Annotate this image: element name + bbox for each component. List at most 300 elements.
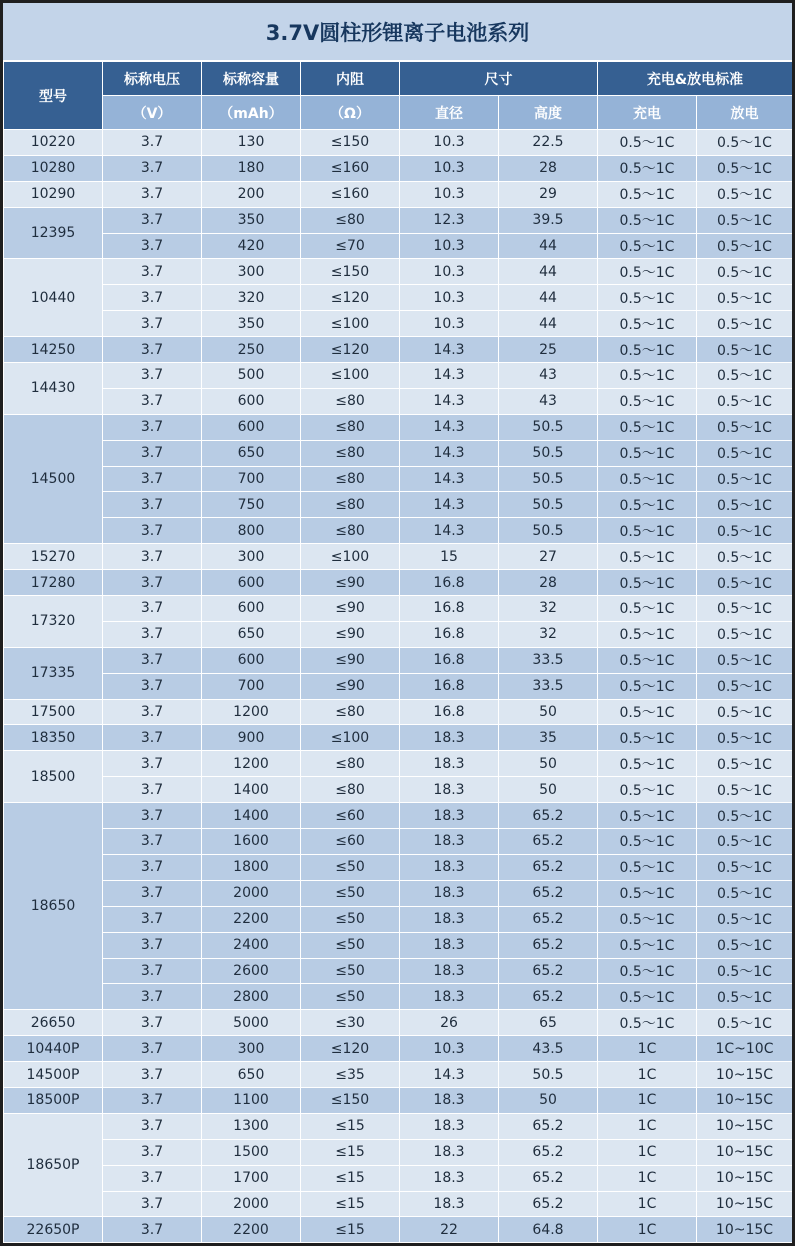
capacity-cell: 600 xyxy=(202,570,301,596)
height-cell: 65 xyxy=(499,1010,598,1036)
voltage-cell: 3.7 xyxy=(103,466,202,492)
discharge-cell: 0.5～1C xyxy=(697,492,793,518)
model-cell: 10220 xyxy=(4,130,103,156)
capacity-cell: 900 xyxy=(202,725,301,751)
capacity-cell: 200 xyxy=(202,181,301,207)
model-cell: 18350 xyxy=(4,725,103,751)
charge-cell: 0.5～1C xyxy=(598,1010,697,1036)
discharge-cell: 0.5～1C xyxy=(697,285,793,311)
resistance-cell: ≤80 xyxy=(301,777,400,803)
model-cell: 14500P xyxy=(4,1062,103,1088)
table-row xyxy=(4,518,793,544)
charge-cell: 0.5～1C xyxy=(598,440,697,466)
resistance-cell: ≤80 xyxy=(301,207,400,233)
header-resistance: 内阻 xyxy=(301,62,400,96)
height-cell: 65.2 xyxy=(499,854,598,880)
voltage-cell: 3.7 xyxy=(103,596,202,622)
table-row xyxy=(4,1062,793,1088)
discharge-cell: 0.5～1C xyxy=(697,699,793,725)
height-cell: 50.5 xyxy=(499,414,598,440)
diameter-cell: 14.3 xyxy=(400,337,499,363)
table-row xyxy=(4,1113,793,1139)
resistance-cell: ≤120 xyxy=(301,337,400,363)
table-row xyxy=(4,207,793,233)
resistance-cell: ≤50 xyxy=(301,906,400,932)
charge-cell: 0.5～1C xyxy=(598,829,697,855)
charge-cell: 0.5～1C xyxy=(598,259,697,285)
discharge-cell: 0.5～1C xyxy=(697,958,793,984)
voltage-cell: 3.7 xyxy=(103,1036,202,1062)
height-cell: 50.5 xyxy=(499,440,598,466)
charge-cell: 0.5～1C xyxy=(598,285,697,311)
table-row xyxy=(4,337,793,363)
height-cell: 65.2 xyxy=(499,932,598,958)
resistance-cell: ≤15 xyxy=(301,1113,400,1139)
discharge-cell: 0.5～1C xyxy=(697,181,793,207)
capacity-cell: 1400 xyxy=(202,803,301,829)
capacity-cell: 1600 xyxy=(202,829,301,855)
discharge-cell: 0.5～1C xyxy=(697,155,793,181)
capacity-cell: 300 xyxy=(202,544,301,570)
table-row xyxy=(4,1010,793,1036)
resistance-cell: ≤150 xyxy=(301,130,400,156)
resistance-cell: ≤90 xyxy=(301,570,400,596)
capacity-cell: 300 xyxy=(202,259,301,285)
capacity-cell: 2200 xyxy=(202,1217,301,1243)
voltage-cell: 3.7 xyxy=(103,673,202,699)
charge-cell: 0.5～1C xyxy=(598,155,697,181)
table-row xyxy=(4,414,793,440)
voltage-cell: 3.7 xyxy=(103,647,202,673)
model-cell: 10440 xyxy=(4,259,103,337)
resistance-cell: ≤80 xyxy=(301,388,400,414)
model-cell: 18650P xyxy=(4,1113,103,1217)
model-cell: 18500P xyxy=(4,1087,103,1113)
voltage-cell: 3.7 xyxy=(103,311,202,337)
height-cell: 43 xyxy=(499,363,598,389)
discharge-cell: 10~15C xyxy=(697,1139,793,1165)
header-model: 型号 xyxy=(4,62,103,130)
table-row xyxy=(4,466,793,492)
table-row xyxy=(4,311,793,337)
charge-cell: 0.5～1C xyxy=(598,699,697,725)
diameter-cell: 16.8 xyxy=(400,647,499,673)
voltage-cell: 3.7 xyxy=(103,155,202,181)
discharge-cell: 0.5～1C xyxy=(697,207,793,233)
height-cell: 65.2 xyxy=(499,984,598,1010)
diameter-cell: 18.3 xyxy=(400,932,499,958)
discharge-cell: 1C~10C xyxy=(697,1036,793,1062)
resistance-cell: ≤100 xyxy=(301,363,400,389)
height-cell: 65.2 xyxy=(499,1139,598,1165)
capacity-cell: 180 xyxy=(202,155,301,181)
resistance-cell: ≤30 xyxy=(301,1010,400,1036)
capacity-cell: 650 xyxy=(202,440,301,466)
table-row xyxy=(4,155,793,181)
diameter-cell: 14.3 xyxy=(400,388,499,414)
resistance-cell: ≤80 xyxy=(301,699,400,725)
capacity-cell: 700 xyxy=(202,466,301,492)
charge-cell: 0.5～1C xyxy=(598,207,697,233)
voltage-cell: 3.7 xyxy=(103,130,202,156)
table-row xyxy=(4,932,793,958)
charge-cell: 0.5～1C xyxy=(598,596,697,622)
capacity-cell: 2600 xyxy=(202,958,301,984)
height-cell: 44 xyxy=(499,259,598,285)
capacity-cell: 1400 xyxy=(202,777,301,803)
header-charge: 充电 xyxy=(598,96,697,130)
capacity-cell: 2400 xyxy=(202,932,301,958)
voltage-cell: 3.7 xyxy=(103,1191,202,1217)
header-resistance-unit: （Ω） xyxy=(301,96,400,130)
model-cell: 18500 xyxy=(4,751,103,803)
diameter-cell: 18.3 xyxy=(400,1165,499,1191)
model-cell: 12395 xyxy=(4,207,103,259)
voltage-cell: 3.7 xyxy=(103,1010,202,1036)
diameter-cell: 16.8 xyxy=(400,570,499,596)
resistance-cell: ≤120 xyxy=(301,1036,400,1062)
charge-cell: 0.5～1C xyxy=(598,492,697,518)
table-row xyxy=(4,880,793,906)
capacity-cell: 500 xyxy=(202,363,301,389)
resistance-cell: ≤50 xyxy=(301,958,400,984)
capacity-cell: 350 xyxy=(202,207,301,233)
height-cell: 65.2 xyxy=(499,958,598,984)
table-row xyxy=(4,363,793,389)
capacity-cell: 800 xyxy=(202,518,301,544)
voltage-cell: 3.7 xyxy=(103,285,202,311)
charge-cell: 0.5～1C xyxy=(598,984,697,1010)
voltage-cell: 3.7 xyxy=(103,207,202,233)
height-cell: 64.8 xyxy=(499,1217,598,1243)
height-cell: 35 xyxy=(499,725,598,751)
diameter-cell: 10.3 xyxy=(400,181,499,207)
height-cell: 50.5 xyxy=(499,1062,598,1088)
voltage-cell: 3.7 xyxy=(103,1087,202,1113)
height-cell: 50 xyxy=(499,1087,598,1113)
voltage-cell: 3.7 xyxy=(103,518,202,544)
capacity-cell: 1100 xyxy=(202,1087,301,1113)
model-cell: 17335 xyxy=(4,647,103,699)
resistance-cell: ≤100 xyxy=(301,311,400,337)
header-size: 尺寸 xyxy=(400,62,598,96)
model-cell: 14250 xyxy=(4,337,103,363)
charge-cell: 0.5～1C xyxy=(598,673,697,699)
header-height: 高度 xyxy=(499,96,598,130)
diameter-cell: 14.3 xyxy=(400,492,499,518)
resistance-cell: ≤80 xyxy=(301,414,400,440)
discharge-cell: 0.5～1C xyxy=(697,803,793,829)
charge-cell: 1C xyxy=(598,1062,697,1088)
height-cell: 65.2 xyxy=(499,829,598,855)
model-cell: 14500 xyxy=(4,414,103,543)
table-row xyxy=(4,233,793,259)
discharge-cell: 0.5～1C xyxy=(697,725,793,751)
height-cell: 43 xyxy=(499,388,598,414)
discharge-cell: 0.5～1C xyxy=(697,777,793,803)
resistance-cell: ≤160 xyxy=(301,155,400,181)
discharge-cell: 0.5～1C xyxy=(697,854,793,880)
charge-cell: 1C xyxy=(598,1191,697,1217)
resistance-cell: ≤90 xyxy=(301,621,400,647)
resistance-cell: ≤15 xyxy=(301,1191,400,1217)
discharge-cell: 0.5～1C xyxy=(697,544,793,570)
discharge-cell: 10~15C xyxy=(697,1113,793,1139)
voltage-cell: 3.7 xyxy=(103,1217,202,1243)
charge-cell: 0.5～1C xyxy=(598,181,697,207)
voltage-cell: 3.7 xyxy=(103,181,202,207)
capacity-cell: 600 xyxy=(202,596,301,622)
discharge-cell: 0.5～1C xyxy=(697,414,793,440)
discharge-cell: 0.5～1C xyxy=(697,647,793,673)
capacity-cell: 5000 xyxy=(202,1010,301,1036)
height-cell: 65.2 xyxy=(499,1113,598,1139)
header-discharge: 放电 xyxy=(697,96,793,130)
resistance-cell: ≤50 xyxy=(301,984,400,1010)
resistance-cell: ≤90 xyxy=(301,673,400,699)
capacity-cell: 600 xyxy=(202,388,301,414)
capacity-cell: 130 xyxy=(202,130,301,156)
resistance-cell: ≤50 xyxy=(301,932,400,958)
diameter-cell: 18.3 xyxy=(400,1113,499,1139)
table-row xyxy=(4,725,793,751)
voltage-cell: 3.7 xyxy=(103,1165,202,1191)
table-row xyxy=(4,984,793,1010)
table-row xyxy=(4,596,793,622)
discharge-cell: 0.5～1C xyxy=(697,233,793,259)
diameter-cell: 14.3 xyxy=(400,440,499,466)
resistance-cell: ≤50 xyxy=(301,880,400,906)
voltage-cell: 3.7 xyxy=(103,363,202,389)
model-cell: 17500 xyxy=(4,699,103,725)
voltage-cell: 3.7 xyxy=(103,1113,202,1139)
height-cell: 33.5 xyxy=(499,647,598,673)
diameter-cell: 10.3 xyxy=(400,259,499,285)
voltage-cell: 3.7 xyxy=(103,958,202,984)
diameter-cell: 12.3 xyxy=(400,207,499,233)
model-cell: 22650P xyxy=(4,1217,103,1243)
diameter-cell: 18.3 xyxy=(400,751,499,777)
charge-cell: 0.5～1C xyxy=(598,544,697,570)
table-row xyxy=(4,673,793,699)
model-cell: 26650 xyxy=(4,1010,103,1036)
resistance-cell: ≤80 xyxy=(301,440,400,466)
table-row xyxy=(4,1165,793,1191)
model-cell: 15270 xyxy=(4,544,103,570)
discharge-cell: 0.5～1C xyxy=(697,363,793,389)
capacity-cell: 420 xyxy=(202,233,301,259)
header-charge-discharge: 充电&放电标准 xyxy=(598,62,793,96)
capacity-cell: 1800 xyxy=(202,854,301,880)
resistance-cell: ≤80 xyxy=(301,751,400,777)
diameter-cell: 18.3 xyxy=(400,803,499,829)
resistance-cell: ≤15 xyxy=(301,1139,400,1165)
height-cell: 50.5 xyxy=(499,466,598,492)
resistance-cell: ≤90 xyxy=(301,647,400,673)
voltage-cell: 3.7 xyxy=(103,1139,202,1165)
capacity-cell: 1200 xyxy=(202,699,301,725)
height-cell: 50.5 xyxy=(499,518,598,544)
capacity-cell: 250 xyxy=(202,337,301,363)
height-cell: 39.5 xyxy=(499,207,598,233)
diameter-cell: 16.8 xyxy=(400,621,499,647)
resistance-cell: ≤15 xyxy=(301,1165,400,1191)
voltage-cell: 3.7 xyxy=(103,699,202,725)
discharge-cell: 0.5～1C xyxy=(697,311,793,337)
diameter-cell: 18.3 xyxy=(400,1139,499,1165)
table-row xyxy=(4,181,793,207)
height-cell: 44 xyxy=(499,233,598,259)
charge-cell: 0.5～1C xyxy=(598,932,697,958)
diameter-cell: 18.3 xyxy=(400,1087,499,1113)
discharge-cell: 0.5～1C xyxy=(697,621,793,647)
resistance-cell: ≤120 xyxy=(301,285,400,311)
height-cell: 33.5 xyxy=(499,673,598,699)
capacity-cell: 650 xyxy=(202,1062,301,1088)
table-row xyxy=(4,958,793,984)
battery-spec-table xyxy=(3,61,793,1243)
height-cell: 22.5 xyxy=(499,130,598,156)
discharge-cell: 0.5～1C xyxy=(697,984,793,1010)
height-cell: 27 xyxy=(499,544,598,570)
diameter-cell: 14.3 xyxy=(400,414,499,440)
resistance-cell: ≤60 xyxy=(301,803,400,829)
height-cell: 28 xyxy=(499,155,598,181)
charge-cell: 0.5～1C xyxy=(598,854,697,880)
voltage-cell: 3.7 xyxy=(103,829,202,855)
table-body xyxy=(4,130,793,1243)
diameter-cell: 15 xyxy=(400,544,499,570)
charge-cell: 0.5～1C xyxy=(598,647,697,673)
header-capacity: 标称容量 xyxy=(202,62,301,96)
voltage-cell: 3.7 xyxy=(103,621,202,647)
discharge-cell: 0.5～1C xyxy=(697,932,793,958)
voltage-cell: 3.7 xyxy=(103,337,202,363)
capacity-cell: 700 xyxy=(202,673,301,699)
table-row xyxy=(4,906,793,932)
model-cell: 18650 xyxy=(4,803,103,1010)
charge-cell: 1C xyxy=(598,1139,697,1165)
charge-cell: 0.5～1C xyxy=(598,233,697,259)
table-row xyxy=(4,544,793,570)
capacity-cell: 2000 xyxy=(202,1191,301,1217)
discharge-cell: 0.5～1C xyxy=(697,337,793,363)
table-row xyxy=(4,829,793,855)
table-row xyxy=(4,388,793,414)
table-row xyxy=(4,1036,793,1062)
charge-cell: 0.5～1C xyxy=(598,130,697,156)
diameter-cell: 10.3 xyxy=(400,233,499,259)
table-row xyxy=(4,285,793,311)
capacity-cell: 1700 xyxy=(202,1165,301,1191)
diameter-cell: 26 xyxy=(400,1010,499,1036)
voltage-cell: 3.7 xyxy=(103,233,202,259)
diameter-cell: 18.3 xyxy=(400,777,499,803)
diameter-cell: 14.3 xyxy=(400,466,499,492)
resistance-cell: ≤150 xyxy=(301,259,400,285)
capacity-cell: 650 xyxy=(202,621,301,647)
charge-cell: 0.5～1C xyxy=(598,958,697,984)
height-cell: 25 xyxy=(499,337,598,363)
height-cell: 32 xyxy=(499,596,598,622)
diameter-cell: 10.3 xyxy=(400,130,499,156)
charge-cell: 0.5～1C xyxy=(598,803,697,829)
height-cell: 50 xyxy=(499,777,598,803)
height-cell: 65.2 xyxy=(499,803,598,829)
charge-cell: 0.5～1C xyxy=(598,388,697,414)
discharge-cell: 0.5～1C xyxy=(697,751,793,777)
capacity-cell: 600 xyxy=(202,647,301,673)
charge-cell: 0.5～1C xyxy=(598,466,697,492)
capacity-cell: 1500 xyxy=(202,1139,301,1165)
diameter-cell: 14.3 xyxy=(400,1062,499,1088)
charge-cell: 0.5～1C xyxy=(598,725,697,751)
voltage-cell: 3.7 xyxy=(103,984,202,1010)
diameter-cell: 18.3 xyxy=(400,880,499,906)
charge-cell: 0.5～1C xyxy=(598,570,697,596)
header-voltage: 标称电压 xyxy=(103,62,202,96)
capacity-cell: 1300 xyxy=(202,1113,301,1139)
diameter-cell: 18.3 xyxy=(400,958,499,984)
diameter-cell: 14.3 xyxy=(400,363,499,389)
table-row xyxy=(4,777,793,803)
resistance-cell: ≤80 xyxy=(301,492,400,518)
discharge-cell: 10~15C xyxy=(697,1062,793,1088)
height-cell: 65.2 xyxy=(499,1165,598,1191)
resistance-cell: ≤15 xyxy=(301,1217,400,1243)
diameter-cell: 16.8 xyxy=(400,699,499,725)
voltage-cell: 3.7 xyxy=(103,440,202,466)
discharge-cell: 10~15C xyxy=(697,1191,793,1217)
resistance-cell: ≤90 xyxy=(301,596,400,622)
height-cell: 65.2 xyxy=(499,1191,598,1217)
model-cell: 10290 xyxy=(4,181,103,207)
capacity-cell: 2000 xyxy=(202,880,301,906)
voltage-cell: 3.7 xyxy=(103,492,202,518)
discharge-cell: 10~15C xyxy=(697,1217,793,1243)
capacity-cell: 2200 xyxy=(202,906,301,932)
charge-cell: 1C xyxy=(598,1087,697,1113)
resistance-cell: ≤80 xyxy=(301,518,400,544)
diameter-cell: 10.3 xyxy=(400,311,499,337)
capacity-cell: 300 xyxy=(202,1036,301,1062)
charge-cell: 0.5～1C xyxy=(598,880,697,906)
table-row xyxy=(4,492,793,518)
charge-cell: 0.5～1C xyxy=(598,337,697,363)
voltage-cell: 3.7 xyxy=(103,725,202,751)
charge-cell: 0.5～1C xyxy=(598,751,697,777)
voltage-cell: 3.7 xyxy=(103,259,202,285)
voltage-cell: 3.7 xyxy=(103,777,202,803)
table-row xyxy=(4,854,793,880)
height-cell: 43.5 xyxy=(499,1036,598,1062)
height-cell: 50 xyxy=(499,699,598,725)
header-voltage-unit: （V） xyxy=(103,96,202,130)
discharge-cell: 0.5～1C xyxy=(697,906,793,932)
model-cell: 14430 xyxy=(4,363,103,415)
model-cell: 10440P xyxy=(4,1036,103,1062)
capacity-cell: 320 xyxy=(202,285,301,311)
charge-cell: 0.5～1C xyxy=(598,621,697,647)
voltage-cell: 3.7 xyxy=(103,932,202,958)
voltage-cell: 3.7 xyxy=(103,544,202,570)
table-row xyxy=(4,751,793,777)
discharge-cell: 0.5～1C xyxy=(697,880,793,906)
table-row xyxy=(4,130,793,156)
capacity-cell: 350 xyxy=(202,311,301,337)
height-cell: 44 xyxy=(499,285,598,311)
charge-cell: 0.5～1C xyxy=(598,311,697,337)
